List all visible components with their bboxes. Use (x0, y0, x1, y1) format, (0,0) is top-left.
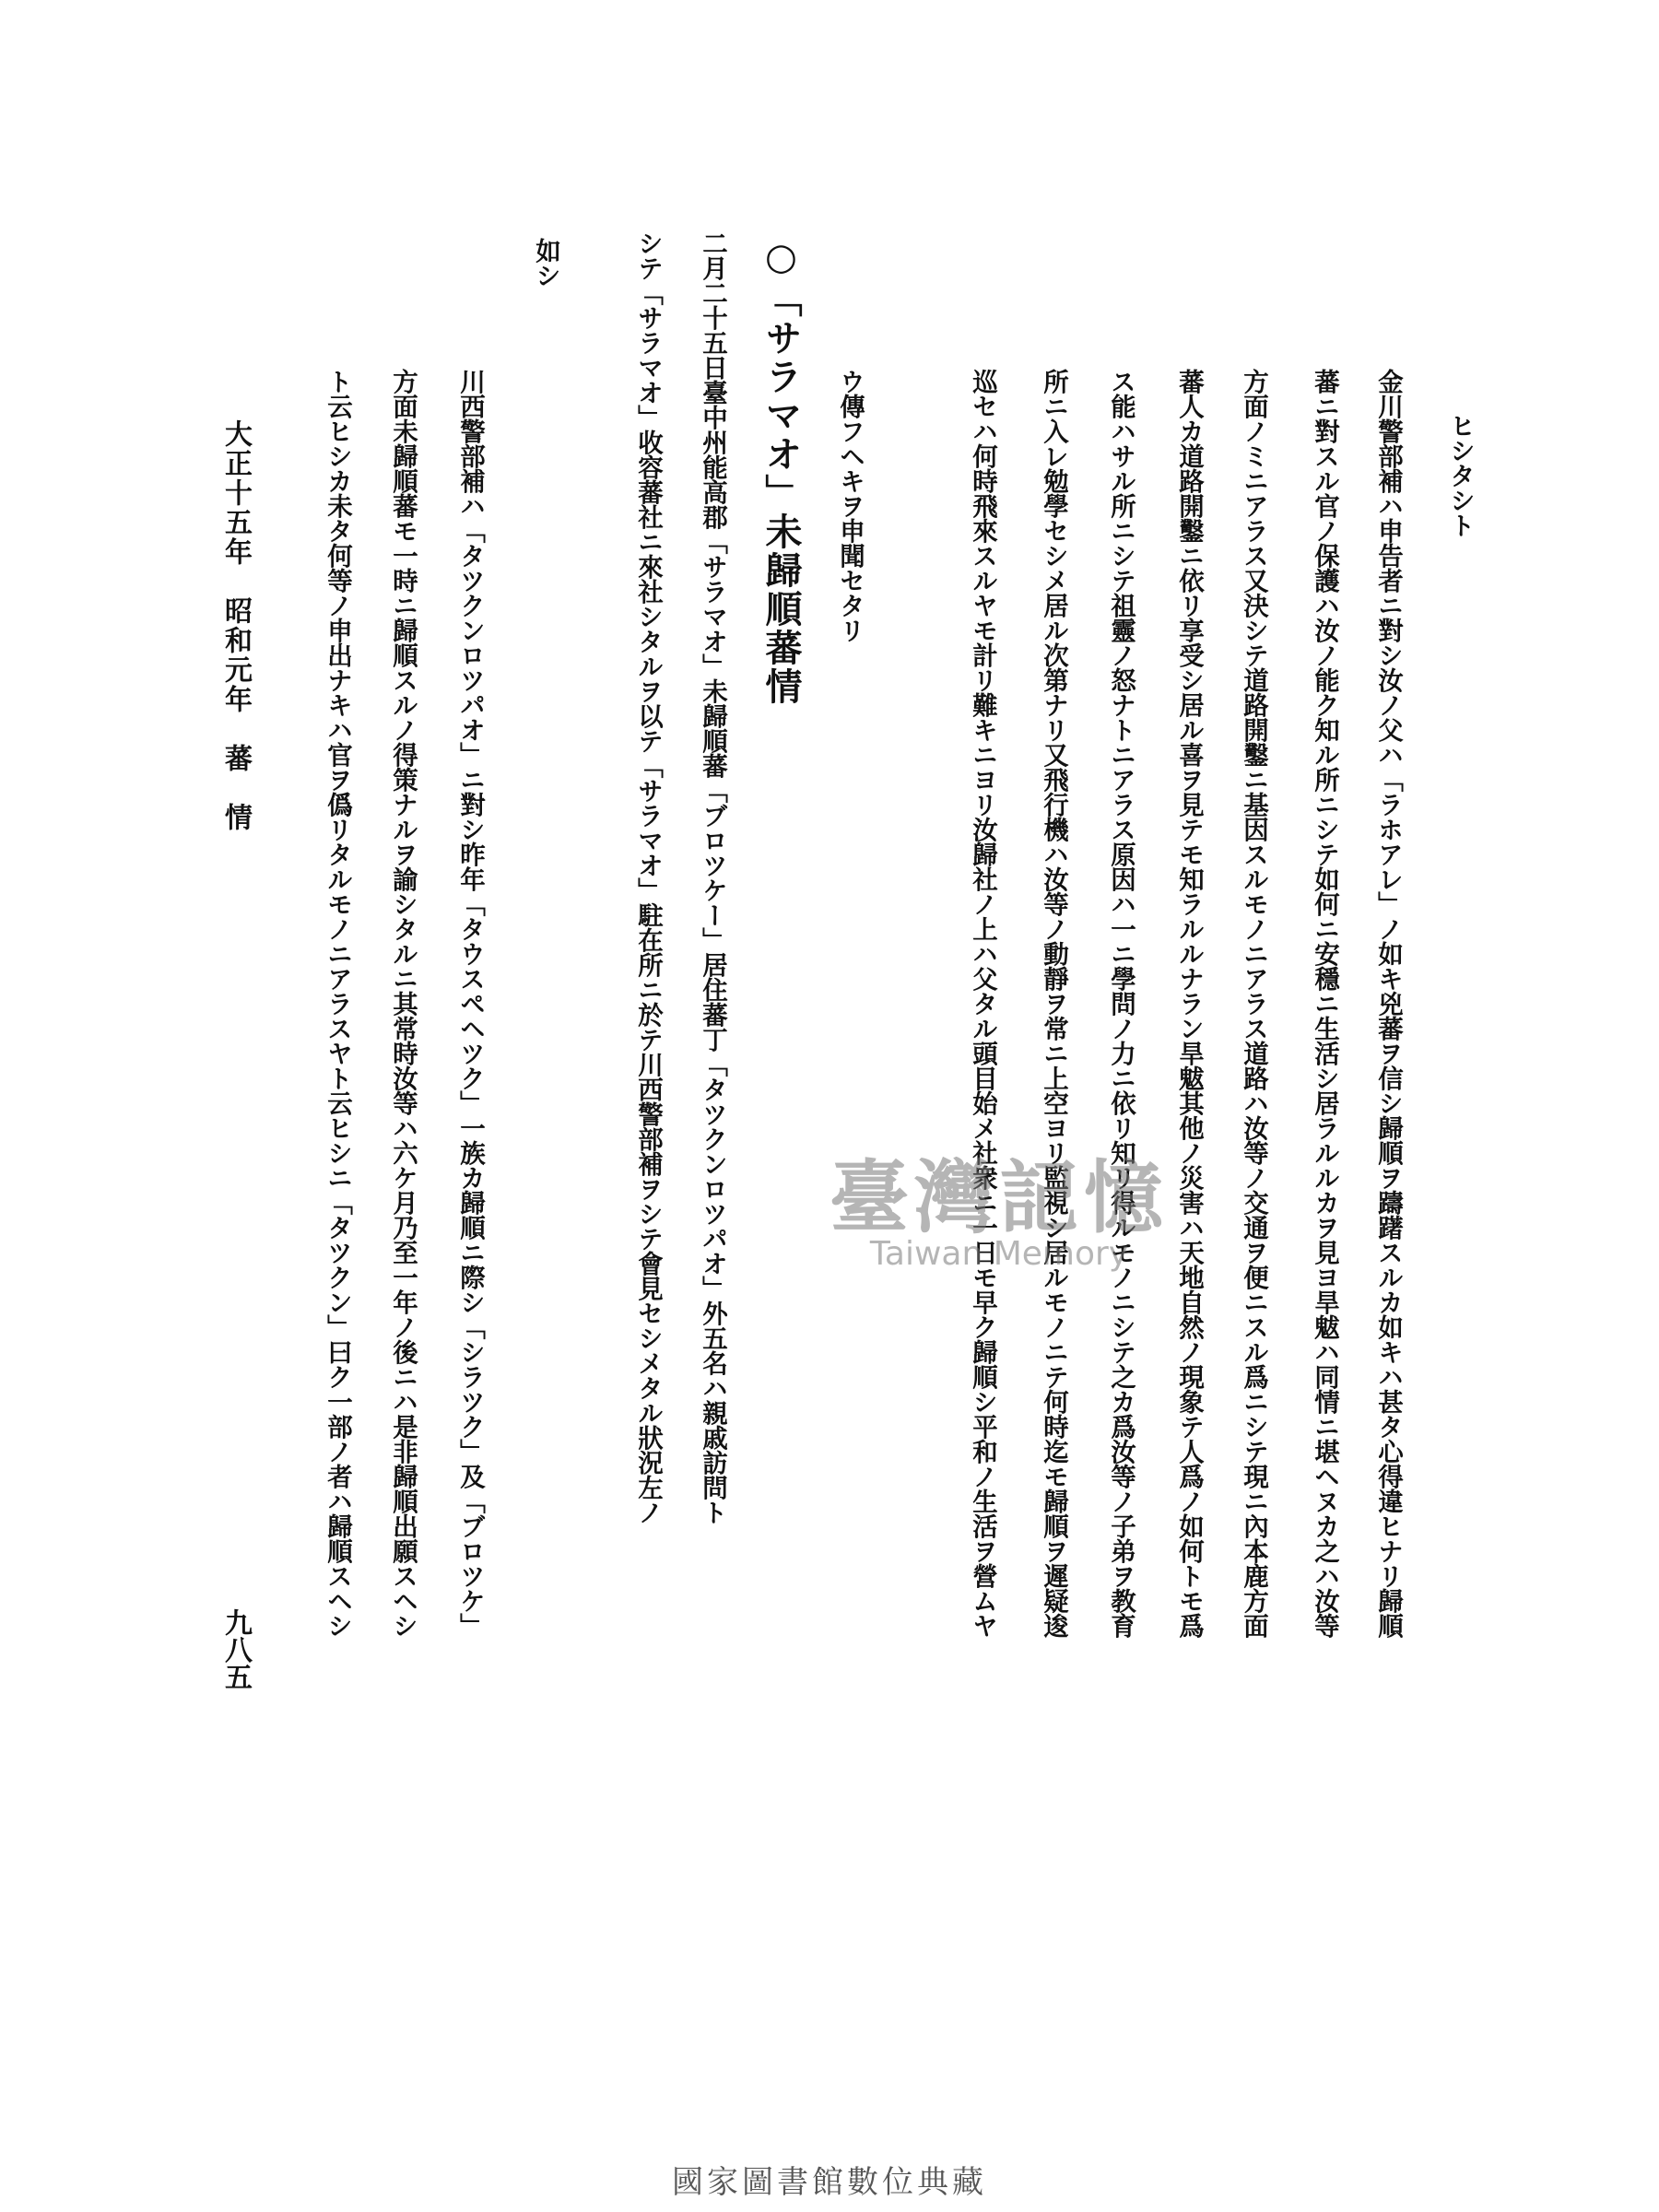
column-4: 方面ノミニアラス又決シテ道路開鑿ニ基因スルモノニアラス道路ハ汝等ノ交通ヲ便ニスル爲ニシテ現ニ內本鹿方面 (1239, 369, 1268, 1638)
section-heading: ○「サラマオ」未歸順蕃情 (759, 235, 803, 706)
column-9: ウ傳フヘキヲ申聞セタリ (835, 369, 865, 642)
column-13: 川西警部補ハ「タツクンロツパオ」ニ對シ昨年「タウスペヘツク」一族カ歸順ニ際シ「シラツク」及「ブロツケ」 (455, 369, 485, 1638)
watermark (830, 1134, 1169, 1273)
column-3: 蕃ニ對スル官ノ保護ハ汝ノ能ク知ル所ニシテ如何ニ安穩ニ生活シ居ラルルカヲ見ヨ旱魃ハ同情ニ堪ヘヌカ之ハ汝等 (1310, 369, 1339, 1638)
column-1: ヒシタシト (1445, 413, 1475, 537)
watermark-title: 臺灣記憶 (830, 1151, 1169, 1244)
running-head: 大正十五年 昭和元年 蕃 情 (219, 419, 252, 832)
column-6: ス能ハサル所ニシテ祖靈ノ怒ナトニアラス原因ハ一ニ學問ノ力ニ依リ知リ得ルモノニシテ之カ爲汝等ノ子弟ヲ教育 (1106, 369, 1135, 1638)
column-12: 如シ (531, 238, 560, 288)
column-15: ト云ヒシカ未タ何等ノ申出ナキハ官ヲ僞リタルモノニアラスヤト云ヒシニ「タツクン」曰ク一部ノ者ハ歸順スヘシ (323, 369, 352, 1638)
column-10: 二月二十五日臺中州能高郡「サラマオ」未歸順蕃「ブロツケー」居住蕃丁「タツクンロツパオ」外五名ハ親戚訪問ト (698, 230, 727, 1524)
column-11: シテ「サラマオ」收容蕃社ニ來社シタルヲ以テ「サラマオ」駐在所ニ於テ川西警部補ヲシテ會見セシメタル狀況左ノ (633, 230, 663, 1524)
column-2: 金川警部補ハ申告者ニ對シ汝ノ父ハ「ラホアレ」ノ如キ兇蕃ヲ信シ歸順ヲ躊躇スルカ如キハ甚タ心得違ヒナリ歸順 (1373, 369, 1403, 1638)
column-8: 巡セハ何時飛來スルヤモ計リ難キニヨリ汝歸社ノ上ハ父タル頭目始メ社衆ニ一日モ早ク歸順シ平和ノ生活ヲ營ムヤ (968, 369, 997, 1638)
column-7: 所ニ入レ勉學セシメ居ル次第ナリ又飛行機ハ汝等ノ動靜ヲ常ニ上空ヨリ監視シ居ルモノニテ何時迄モ歸順ヲ遲疑逡 (1039, 369, 1068, 1638)
column-14: 方面未歸順蕃モ一時ニ歸順スルノ得策ナルヲ諭シタルニ其常時汝等ハ六ケ月乃至一年ノ後ニハ是非歸順出願スヘシ (388, 369, 418, 1638)
library-stamp: 國家圖書館數位典藏 (672, 2164, 987, 2201)
page-number: 九八五 (219, 1608, 252, 1690)
column-5: 蕃人カ道路開鑿ニ依リ享受シ居ル喜ヲ見テモ知ラルルナラン旱魃其他ノ災害ハ天地自然ノ現象テ人爲ノ如何トモ爲 (1174, 369, 1204, 1638)
watermark-subtitle: Taiwan Memory (869, 1235, 1129, 1273)
